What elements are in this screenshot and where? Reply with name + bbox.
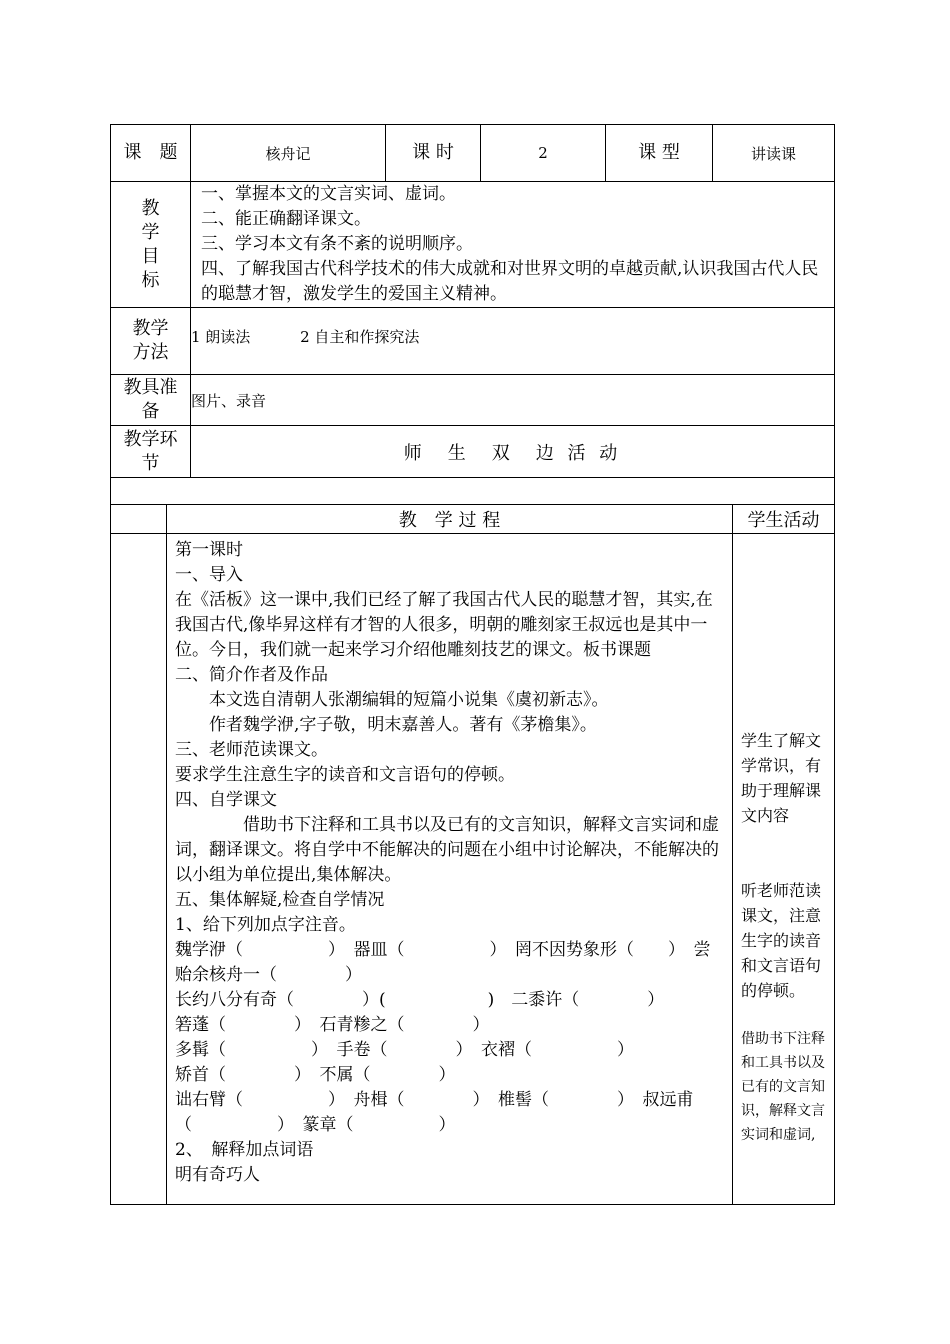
- student-activity: [733, 534, 835, 1205]
- text-line: 在《活板》这一课中,我们已经了解了我国古代人民的聪慧才智，其实,在我国古代,像毕昇这样有才智的人很多，明朝的雕刻家王叔远也是其中一位。今日，我们就一起来学习介绍他雕刻技艺的课文。板书课题: [175, 590, 713, 660]
- text-line: 长约八分有奇（ ）( ) 二黍许（ ）: [175, 990, 665, 1010]
- spacer-row: [111, 478, 835, 505]
- text-line: 作者魏学洢,字子敬，明末嘉善人。著有《茅檐集》。: [209, 715, 597, 735]
- goal-item: 二、能正确翻译课文。: [201, 209, 371, 229]
- goal-item: 一、掌握本文的文言实词、虚词。: [201, 184, 456, 204]
- text-line: 多髯（ ） 手卷（ ） 衣褶（ ）: [175, 1040, 634, 1060]
- student-note: 学生了解文学常识，有助于理解课文内容: [741, 731, 822, 825]
- stage-label: 教学环 节: [111, 426, 191, 478]
- blank-cell: [111, 534, 167, 1205]
- text-line: 2、 解释加点词语: [175, 1140, 314, 1160]
- type-value: 讲读课: [713, 125, 835, 182]
- text-line: 三、老师范读课文。: [175, 740, 328, 760]
- blank-cell: [111, 505, 167, 534]
- text-line: 箬蓬（ ） 石青糁之（ ）: [175, 1015, 490, 1035]
- goals-list: [191, 182, 835, 308]
- text-line: 借助书下注释和工具书以及已有的文言知识，解释文言实词和虚词，翻译课文。将自学中不能解决的问题在小组中讨论解决，不能解决的以小组为单位提出,集体解决。: [175, 815, 719, 885]
- lesson-header-table: [110, 124, 835, 478]
- stage-value: 师 生 双 边 活 动: [191, 426, 835, 478]
- tools-value: 图片、录音: [191, 375, 835, 426]
- topic-label: 课 题: [111, 125, 191, 182]
- tools-label: 教具准 备: [111, 375, 191, 426]
- method-value: 1 朗读法 2 自主和作探究法: [191, 308, 835, 375]
- text-line: 魏学洢（ ） 器皿（ ） 罔不因势象形（ ） 尝贻余核舟一（ ）: [175, 940, 711, 985]
- hours-value: 2: [481, 125, 606, 182]
- goal-item: 四、了解我国古代科学技术的伟大成就和对世界文明的卓越贡献,认识我国古代人民的聪慧才智，激发学生的爱国主义精神。: [201, 259, 819, 304]
- text-line: 二、简介作者及作品: [175, 665, 328, 685]
- student-note: 借助书下注释和工具书以及已有的文言知识，解释文言实词和虚词,: [741, 1031, 825, 1143]
- text-line: 第一课时: [175, 540, 243, 560]
- student-note: 听老师范读课文，注意生字的读音和文言语句的停顿。: [741, 881, 822, 1000]
- process-title: 教 学 过 程: [167, 505, 733, 534]
- text-line: 明有奇巧人: [175, 1165, 260, 1185]
- text-line: 矫首（ ） 不属（ ）: [175, 1065, 456, 1085]
- text-line: 四、自学课文: [175, 790, 277, 810]
- text-line: 一、导入: [175, 565, 243, 585]
- text-line: 五、集体解疑,检查自学情况: [175, 890, 385, 910]
- text-line: 1、给下列加点字注音。: [175, 915, 356, 935]
- text-line: 要求学生注意生字的读音和文言语句的停顿。: [175, 765, 515, 785]
- student-activity-title: 学生活动: [733, 505, 835, 534]
- goal-item: 三、学习本文有条不紊的说明顺序。: [201, 234, 473, 254]
- text-line: 本文选自清朝人张潮编辑的短篇小说集《虞初新志》。: [209, 690, 609, 710]
- process-table: [110, 477, 835, 1205]
- topic-value: 核舟记: [191, 125, 386, 182]
- process-content: [167, 534, 733, 1205]
- goals-label: 教 学 目 标: [111, 182, 191, 308]
- text-line: 诎右臂（ ） 舟楫（ ） 椎髻（ ） 叔远甫（ ） 篆章（ ）: [175, 1090, 694, 1135]
- hours-label: 课 时: [386, 125, 481, 182]
- type-label: 课 型: [606, 125, 713, 182]
- method-label: 教学 方法: [111, 308, 191, 375]
